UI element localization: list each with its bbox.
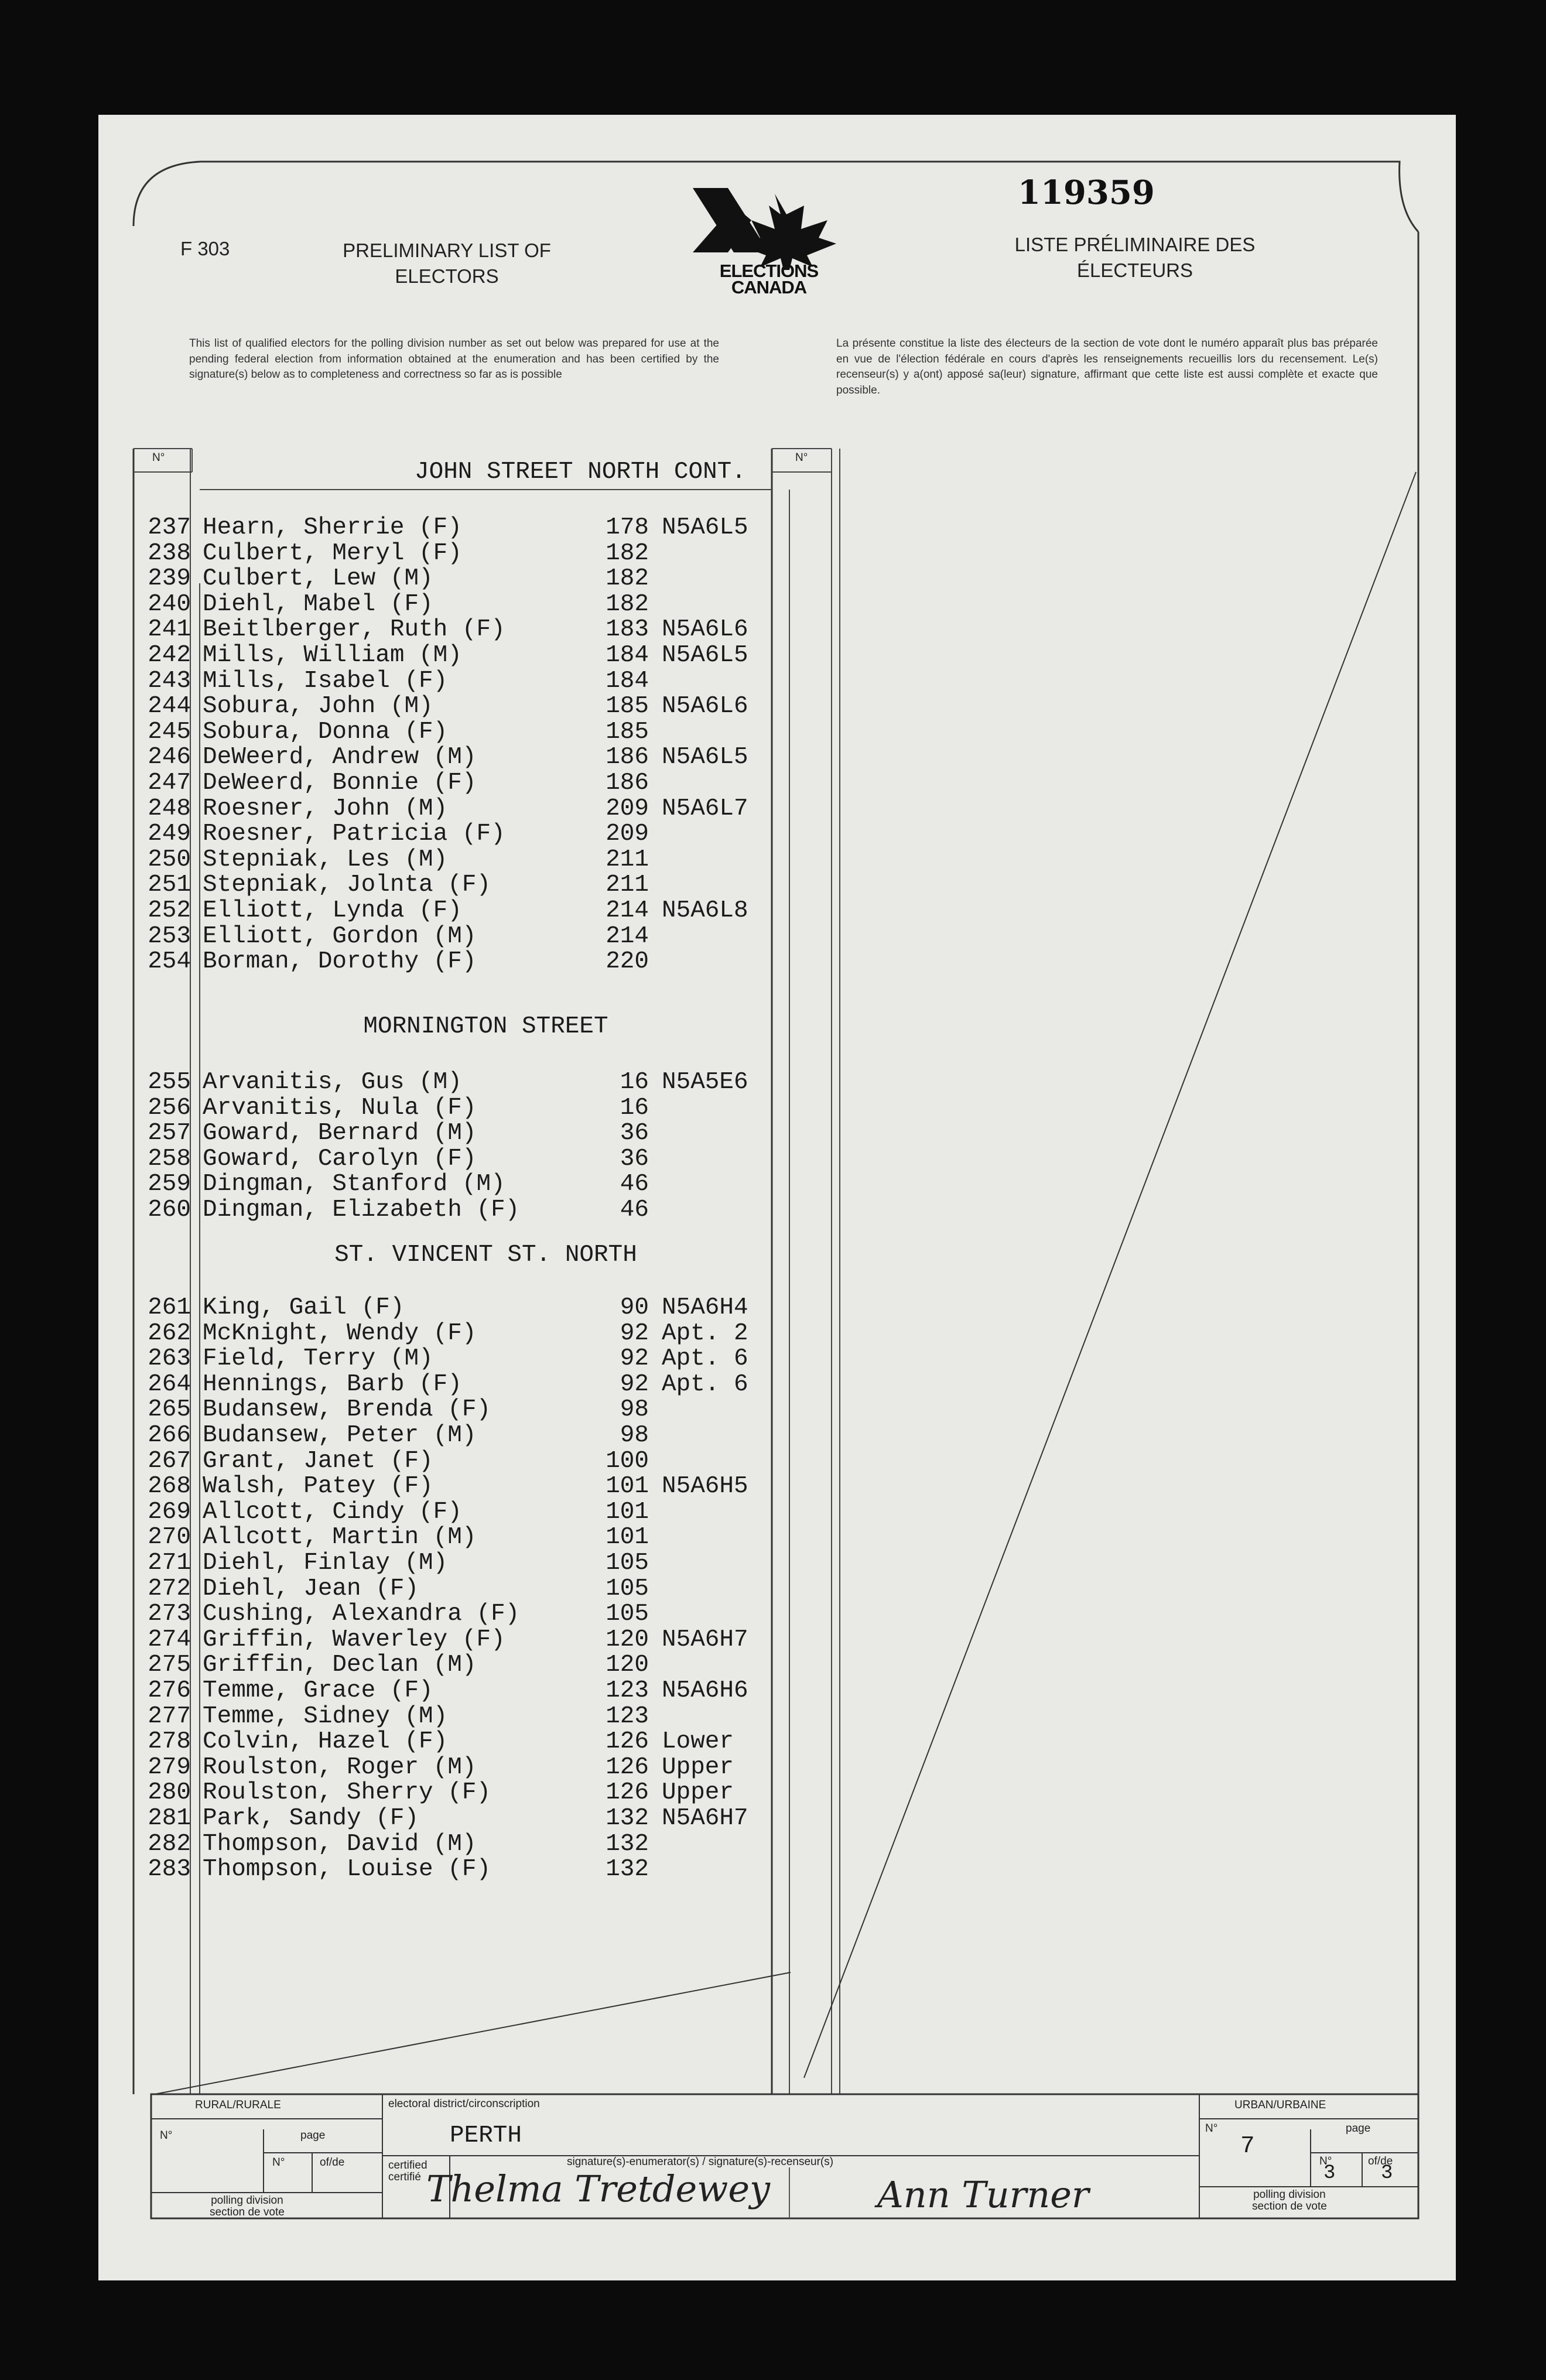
street-number: 101	[606, 1498, 649, 1526]
elector-number: 252	[148, 897, 191, 924]
street-number: 92	[620, 1345, 649, 1373]
elector-number: 248	[148, 795, 191, 822]
elector-number: 243	[148, 667, 191, 695]
address-detail: N5A6H7	[662, 1805, 748, 1832]
street-number: 105	[606, 1575, 649, 1602]
certified-label: certified certifié	[388, 2159, 427, 2183]
street-number: 92	[620, 1370, 649, 1398]
elector-number: 280	[148, 1779, 191, 1807]
elector-name: Diehl, Mabel (F)	[203, 590, 433, 618]
street-number: 105	[606, 1550, 649, 1577]
urban-division-number: 7	[1240, 2133, 1255, 2160]
street-number: 105	[606, 1601, 649, 1628]
elector-row	[98, 1551, 772, 1577]
street-number: 186	[606, 770, 649, 796]
elector-row	[98, 1147, 772, 1172]
elector-row	[98, 822, 772, 847]
elector-number: 247	[148, 770, 191, 796]
elector-number: 237	[148, 514, 191, 541]
elector-name: Diehl, Jean (F)	[203, 1575, 419, 1602]
elector-row	[98, 1423, 772, 1449]
elector-row	[98, 1806, 772, 1832]
signature-label: signature(s)-enumerator(s) / signature(s)-recenseur(s)	[567, 2156, 834, 2168]
elector-number: 240	[148, 590, 191, 618]
elector-row	[98, 924, 772, 950]
address-detail: N5A6L6	[662, 693, 748, 720]
elector-name: Elliott, Lynda (F)	[203, 897, 462, 924]
elector-row	[98, 617, 772, 643]
elector-row	[98, 1346, 772, 1372]
elector-number: 261	[148, 1294, 191, 1321]
elector-number: 258	[148, 1145, 191, 1172]
street-number: 16	[620, 1069, 649, 1096]
elector-name: Temme, Grace (F)	[203, 1677, 433, 1704]
elector-number: 278	[148, 1728, 191, 1756]
street-number: 126	[606, 1753, 649, 1781]
elector-row	[98, 1500, 772, 1526]
elector-name: Allcott, Cindy (F)	[203, 1498, 462, 1526]
address-detail: N5A6L5	[662, 514, 748, 541]
street-number: 101	[606, 1473, 649, 1500]
elector-number: 260	[148, 1196, 191, 1223]
street-number: 101	[606, 1524, 649, 1551]
elector-row	[98, 1372, 772, 1398]
elector-number: 282	[148, 1830, 191, 1858]
elector-row	[98, 1172, 772, 1198]
elector-name: Colvin, Hazel (F)	[203, 1728, 448, 1756]
urban-page-number: 3	[1323, 2162, 1336, 2184]
urban-page-label: page	[1346, 2122, 1371, 2135]
elector-row	[98, 1121, 772, 1147]
elector-row	[98, 694, 772, 720]
urban-page-no-label: N°	[1319, 2155, 1332, 2167]
elector-name: Field, Terry (M)	[203, 1345, 433, 1373]
elector-row	[98, 1627, 772, 1653]
elector-name: Temme, Sidney (M)	[203, 1702, 448, 1730]
elector-number: 255	[148, 1069, 191, 1096]
elector-number: 253	[148, 922, 191, 950]
elector-name: Roulston, Roger (M)	[203, 1753, 477, 1781]
street-heading: MORNINGTON STREET	[363, 1013, 608, 1040]
elector-number: 245	[148, 718, 191, 746]
logo-text: ELECTIONS CANADA	[719, 261, 819, 298]
elector-name: Cushing, Alexandra (F)	[203, 1601, 520, 1628]
elector-row	[98, 592, 772, 618]
street-number: 36	[620, 1120, 649, 1147]
elector-name: DeWeerd, Andrew (M)	[203, 744, 477, 771]
elector-row	[98, 1295, 772, 1321]
address-detail: N5A6L6	[662, 616, 748, 644]
elector-name: Arvanitis, Nula (F)	[203, 1094, 477, 1121]
street-number: 98	[620, 1396, 649, 1424]
elector-name: Allcott, Martin (M)	[203, 1524, 477, 1551]
address-detail: Upper	[662, 1779, 734, 1807]
elector-row	[98, 1602, 772, 1627]
elector-name: Beitlberger, Ruth (F)	[203, 616, 505, 644]
rural-polling-division-label: polling division section de vote	[210, 2194, 285, 2218]
elector-row	[98, 541, 772, 567]
elector-number: 268	[148, 1473, 191, 1500]
address-detail: Apt. 2	[662, 1319, 748, 1347]
district-label: electoral district/circonscription	[388, 2098, 540, 2110]
elector-number: 269	[148, 1498, 191, 1526]
elector-number: 277	[148, 1702, 191, 1730]
elector-name: Dingman, Stanford (M)	[203, 1171, 505, 1198]
address-detail: N5A6L5	[662, 744, 748, 771]
street-number: 183	[606, 616, 649, 644]
elector-name: Budansew, Peter (M)	[203, 1422, 477, 1449]
urban-no-label: N°	[1205, 2122, 1218, 2135]
rural-of-label: of/de	[320, 2156, 345, 2169]
elector-number: 259	[148, 1171, 191, 1198]
street-number: 184	[606, 642, 649, 669]
elector-name: Roesner, Patricia (F)	[203, 820, 505, 848]
elector-number: 257	[148, 1120, 191, 1147]
street-number: 211	[606, 846, 649, 873]
urban-of-label: of/de	[1368, 2155, 1393, 2167]
street-number: 132	[606, 1830, 649, 1858]
signature-enumerator-2: Ann Turner	[877, 2173, 1089, 2216]
street-number: 185	[606, 693, 649, 720]
address-detail: N5A6H4	[662, 1294, 748, 1321]
elector-name: Hennings, Barb (F)	[203, 1370, 462, 1398]
elector-number: 281	[148, 1805, 191, 1832]
elector-row	[98, 1397, 772, 1423]
elector-name: Stepniak, Les (M)	[203, 846, 448, 873]
street-number: 123	[606, 1702, 649, 1730]
elector-row	[98, 1096, 772, 1121]
elector-row	[98, 1832, 772, 1858]
street-number: 36	[620, 1145, 649, 1172]
elector-row	[98, 1755, 772, 1781]
elector-name: Hearn, Sherrie (F)	[203, 514, 462, 541]
elector-number: 242	[148, 642, 191, 669]
elector-name: Elliott, Gordon (M)	[203, 922, 477, 950]
elector-number: 249	[148, 820, 191, 848]
form-sheet	[98, 115, 1456, 2280]
elector-name: Arvanitis, Gus (M)	[203, 1069, 462, 1096]
elector-row	[98, 720, 772, 746]
elector-name: Thompson, David (M)	[203, 1830, 477, 1858]
elector-row	[98, 847, 772, 873]
elector-row	[98, 1857, 772, 1883]
serial-number: 119359	[1018, 173, 1155, 212]
address-detail: Apt. 6	[662, 1370, 748, 1398]
elector-row	[98, 1474, 772, 1500]
elector-number: 244	[148, 693, 191, 720]
address-detail: Lower	[662, 1728, 734, 1756]
urban-polling-division-label: polling division section de vote	[1252, 2188, 1327, 2213]
elector-row	[98, 771, 772, 796]
elector-row	[98, 1678, 772, 1704]
address-detail: Apt. 6	[662, 1345, 748, 1373]
elector-name: Walsh, Patey (F)	[203, 1473, 433, 1500]
title-english: PRELIMINARY LIST OF ELECTORS	[343, 240, 551, 287]
elector-name: Budansew, Brenda (F)	[203, 1396, 491, 1424]
street-number: 214	[606, 897, 649, 924]
elector-row	[98, 669, 772, 695]
elector-name: King, Gail (F)	[203, 1294, 405, 1321]
notice-french: La présente constitue la liste des électeurs de la section de vote dont le numéro apparaît plus bas préparée en vue de l'élection fédérale en cours d'après les renseignements recueillis lors du recensement. Le(s) recenseur(s) y a(ont) apposé sa(leur) signature, affirmant que cette liste est aussi complète et exacte que possible.	[836, 337, 1378, 396]
elector-number: 279	[148, 1753, 191, 1781]
elector-number: 263	[148, 1345, 191, 1373]
column-no-label-left: N°	[152, 452, 165, 464]
address-detail: N5A6H6	[662, 1677, 748, 1704]
elector-name: Griffin, Declan (M)	[203, 1651, 477, 1679]
street-number: 126	[606, 1779, 649, 1807]
elector-number: 241	[148, 616, 191, 644]
elector-row	[98, 949, 772, 975]
notice-english: This list of qualified electors for the polling division number as set out below was prepared for use at the pending federal election from information obtained at the enumeration and has been certified by the signature(s) below as to completeness and correctness so far as is possible	[189, 337, 719, 381]
street-number: 46	[620, 1196, 649, 1223]
form-code: F 303	[180, 238, 230, 259]
elector-row	[98, 1780, 772, 1806]
column-no-label-middle: N°	[795, 452, 808, 464]
street-number: 184	[606, 667, 649, 695]
street-number: 98	[620, 1422, 649, 1449]
elector-row	[98, 1729, 772, 1755]
elector-name: McKnight, Wendy (F)	[203, 1319, 477, 1347]
elector-number: 271	[148, 1550, 191, 1577]
elector-name: DeWeerd, Bonnie (F)	[203, 770, 477, 796]
elector-row	[98, 1525, 772, 1551]
street-number: 182	[606, 565, 649, 593]
elector-row	[98, 643, 772, 669]
elector-number: 246	[148, 744, 191, 771]
rural-label: RURAL/RURALE	[195, 2099, 281, 2111]
elector-number: 276	[148, 1677, 191, 1704]
elector-row	[98, 1198, 772, 1223]
address-detail: N5A6L5	[662, 642, 748, 669]
street-number: 16	[620, 1094, 649, 1121]
elector-name: Culbert, Lew (M)	[203, 565, 433, 593]
rural-page-no-label: N°	[272, 2156, 285, 2169]
street-number: 100	[606, 1447, 649, 1475]
elector-name: Park, Sandy (F)	[203, 1805, 419, 1832]
elector-name: Thompson, Louise (F)	[203, 1856, 491, 1883]
street-number: 132	[606, 1805, 649, 1832]
street-number: 90	[620, 1294, 649, 1321]
elector-name: Diehl, Finlay (M)	[203, 1550, 448, 1577]
street-number: 182	[606, 590, 649, 618]
address-detail: Upper	[662, 1753, 734, 1781]
street-number: 182	[606, 539, 649, 567]
elector-number: 238	[148, 539, 191, 567]
elector-name: Mills, William (M)	[203, 642, 462, 669]
signature-enumerator-1: Thelma Tretdewey	[426, 2167, 771, 2210]
title-french: LISTE PRÉLIMINAIRE DES ÉLECTEURS	[1014, 234, 1256, 281]
elector-name: Sobura, John (M)	[203, 693, 433, 720]
elector-name: Sobura, Donna (F)	[203, 718, 448, 746]
address-detail: N5A6L8	[662, 897, 748, 924]
elector-number: 262	[148, 1319, 191, 1347]
street-number: 132	[606, 1856, 649, 1883]
elector-row	[98, 1070, 772, 1096]
elector-row	[98, 1577, 772, 1602]
elector-row	[98, 1449, 772, 1475]
elector-number: 267	[148, 1447, 191, 1475]
street-number: 120	[606, 1651, 649, 1679]
elector-name: Mills, Isabel (F)	[203, 667, 448, 695]
elector-number: 250	[148, 846, 191, 873]
elector-number: 270	[148, 1524, 191, 1551]
street-number: 46	[620, 1171, 649, 1198]
street-number: 220	[606, 948, 649, 976]
elector-name: Dingman, Elizabeth (F)	[203, 1196, 520, 1223]
street-number: 209	[606, 795, 649, 822]
elector-row	[98, 1321, 772, 1347]
elector-name: Goward, Carolyn (F)	[203, 1145, 477, 1172]
street-number: 209	[606, 820, 649, 848]
street-number: 178	[606, 514, 649, 541]
elector-name: Stepniak, Jolnta (F)	[203, 871, 491, 899]
elector-row	[98, 796, 772, 822]
elector-name: Roulston, Sherry (F)	[203, 1779, 491, 1807]
address-detail: N5A6H5	[662, 1473, 748, 1500]
street-heading: JOHN STREET NORTH CONT.	[415, 459, 746, 485]
elector-number: 283	[148, 1856, 191, 1883]
elector-row	[98, 566, 772, 592]
elector-name: Culbert, Meryl (F)	[203, 539, 462, 567]
rural-page-label: page	[300, 2129, 326, 2142]
district-value: PERTH	[450, 2122, 522, 2149]
elector-number: 239	[148, 565, 191, 593]
elector-row	[98, 1653, 772, 1678]
address-detail: N5A5E6	[662, 1069, 748, 1096]
street-number: 186	[606, 744, 649, 771]
street-number: 185	[606, 718, 649, 746]
urban-page-total: 3	[1381, 2162, 1393, 2184]
elector-name: Borman, Dorothy (F)	[203, 948, 477, 976]
elector-number: 265	[148, 1396, 191, 1424]
elector-number: 254	[148, 948, 191, 976]
street-number: 123	[606, 1677, 649, 1704]
elector-row	[98, 515, 772, 541]
elector-name: Goward, Bernard (M)	[203, 1120, 477, 1147]
street-number: 120	[606, 1626, 649, 1653]
elector-name: Roesner, John (M)	[203, 795, 448, 822]
elector-number: 272	[148, 1575, 191, 1602]
rural-no-label: N°	[160, 2129, 173, 2142]
street-number: 211	[606, 871, 649, 899]
elector-row	[98, 1704, 772, 1730]
elector-row	[98, 745, 772, 771]
elector-name: Grant, Janet (F)	[203, 1447, 433, 1475]
elector-number: 275	[148, 1651, 191, 1679]
elector-number: 266	[148, 1422, 191, 1449]
elector-number: 264	[148, 1370, 191, 1398]
urban-label: URBAN/URBAINE	[1234, 2099, 1326, 2111]
street-number: 214	[606, 922, 649, 950]
elector-number: 256	[148, 1094, 191, 1121]
elector-name: Griffin, Waverley (F)	[203, 1626, 505, 1653]
elector-row	[98, 898, 772, 924]
address-detail: N5A6H7	[662, 1626, 748, 1653]
street-number: 126	[606, 1728, 649, 1756]
electors-list	[98, 115, 772, 2094]
elector-number: 274	[148, 1626, 191, 1653]
address-detail: N5A6L7	[662, 795, 748, 822]
elector-number: 251	[148, 871, 191, 899]
elector-row	[98, 873, 772, 898]
street-heading: ST. VINCENT ST. NORTH	[334, 1242, 637, 1268]
elector-number: 273	[148, 1601, 191, 1628]
street-number: 92	[620, 1319, 649, 1347]
